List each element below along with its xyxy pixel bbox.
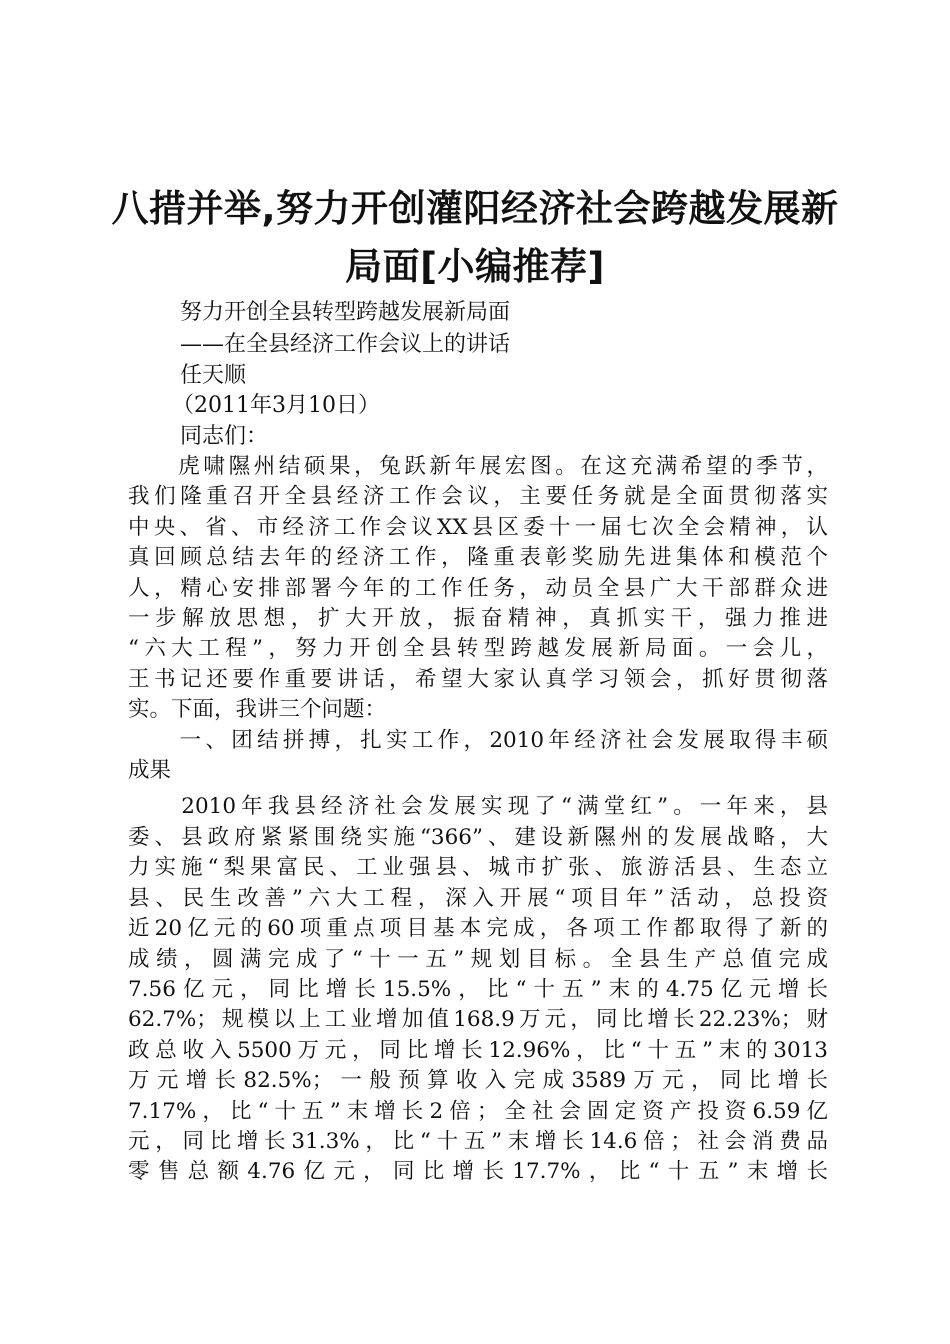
text-line: 一、团结拼搏，扎实工作，2010年经济社会发展取得丰硕 [128,727,828,753]
title-line: 局面[小编推荐] [345,245,605,288]
text-line: 真回顾总结去年的经济工作，隆重表彰奖励先进集体和模范个 [128,545,828,571]
text-line: “六大工程”，努力开创全县转型跨越发展新局面。一会儿， [128,636,828,662]
text-line: 人，精心安排部署今年的工作任务，动员全县广大干部群众进 [128,575,828,601]
salutation: 同志们： [180,424,269,449]
speech-occasion: ——在全县经济工作会议上的讲话 [180,332,511,357]
text-line: 62.7%；规模以上工业增加值168.9万元，同比增长22.23%；财 [128,1007,828,1033]
text-line: 近20亿元的60项重点项目基本完成，各项工作都取得了新的 [128,916,828,942]
speech-date: （2011年3月10日） [172,393,380,418]
text-line: 2010年我县经济社会发展实现了“满堂红”。一年来，县 [128,794,828,820]
text-line: 7.56亿元，同比增长15.5%，比“十五”末的4.75亿元增长 [128,976,828,1002]
text-line: 实。下面，我讲三个问题： [128,697,387,723]
document-title [110,180,840,296]
text-line: 县、民生改善”六大工程，深入开展“项目年”活动，总投资 [128,885,828,911]
text-line: 7.17%，比“十五”末增长2倍；全社会固定资产投资6.59亿 [128,1098,828,1124]
text-line: 成果 [128,758,172,784]
text-line: 虎啸隰州结硕果，兔跃新年展宏图。在这充满希望的季节， [128,454,828,479]
speaker-name: 任天顺 [180,363,247,388]
text-line: 中央、省、市经济工作会议XX县区委十一届七次全会精神，认 [128,514,828,540]
speech-subtitle: 努力开创全县转型跨越发展新局面 [180,300,511,325]
text-line: 万元增长82.5%；一般预算收入完成3589万元，同比增长 [128,1068,828,1094]
section-heading [128,726,828,787]
text-line: 委、县政府紧紧围绕实施“366”、建设新隰州的发展战略，大 [128,824,828,850]
text-line: 成绩，圆满完成了“十一五”规划目标。全县生产总值完成 [128,946,828,972]
text-line: 一步解放思想，扩大开放，振奋精神，真抓实干，强力推进 [128,606,828,632]
document-body [128,452,828,1188]
text-line: 王书记还要作重要讲话，希望大家认真学习领会，抓好贯彻落 [128,666,828,692]
title-line: 八措并举,努力开创灌阳经济社会跨越发展新 [111,187,839,230]
text-line: 政总收入5500万元，同比增长12.96%，比“十五”末的3013 [128,1037,828,1063]
paragraph [128,792,828,1187]
text-line: 力实施“梨果富民、工业强县、城市扩张、旅游活县、生态立 [128,855,828,881]
paragraph [128,452,828,726]
text-line: 元，同比增长31.3%，比“十五”末增长14.6倍；社会消费品 [128,1128,828,1154]
text-line: 零售总额4.76亿元，同比增长17.7%，比“十五”末增长 [128,1159,828,1185]
text-line: 我们隆重召开全县经济工作会议，主要任务就是全面贯彻落实 [128,484,828,510]
